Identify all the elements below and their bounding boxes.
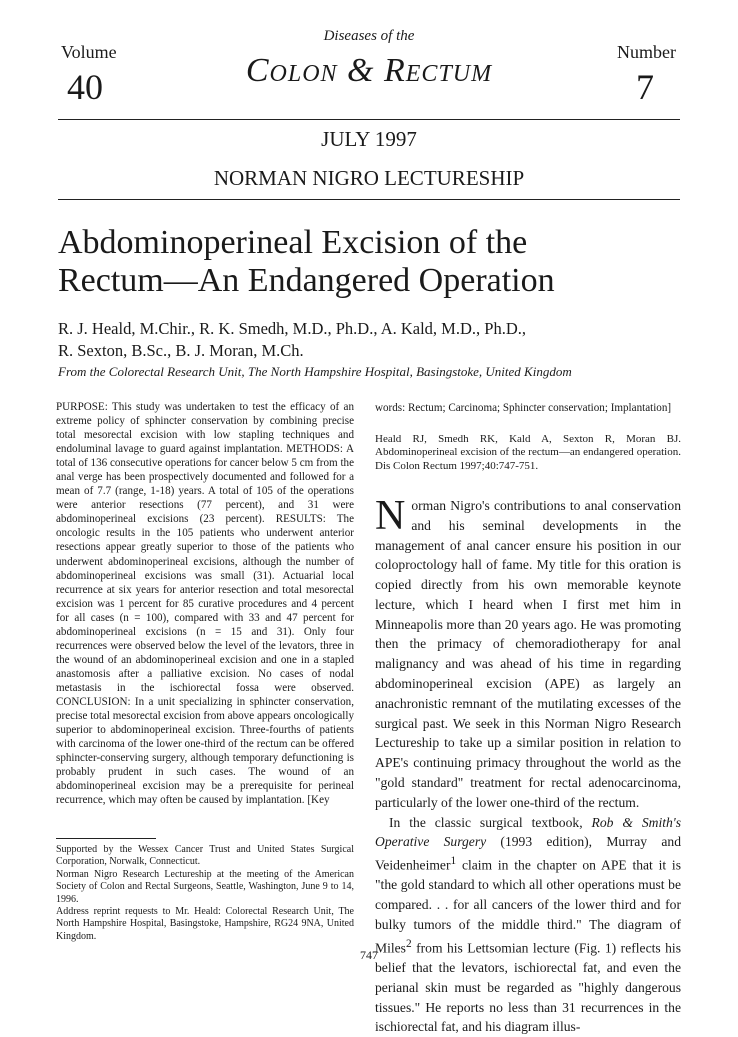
article-title-line-2: Rectum—An Endangered Operation (58, 262, 698, 300)
author-list (58, 318, 698, 362)
reference-1-link[interactable]: 1 (451, 855, 457, 867)
keywords-continuation: words: Rectum; Carcinoma; Sphincter conservation; Implantation] (375, 401, 681, 415)
citation: Heald RJ, Smedh RK, Kald A, Sexton R, Moran BJ. Abdominoperineal excision of the rectum—an endangered operation. Dis Colon Rectum 1997;40:747-751. (375, 433, 681, 473)
footnote-funding: Supported by the Wessex Cancer Trust and United States Surgical Corporation, Norwalk, Connecticut. (56, 844, 354, 869)
article-title-line-1: Abdominoperineal Excision of the (58, 224, 698, 262)
journal-name: Colon & Rectum (0, 52, 738, 90)
body-paragraph-2 (375, 813, 681, 1037)
header-rule-top (58, 119, 680, 120)
footnote-reprint-address: Address reprint requests to Mr. Heald: Colorectal Research Unit, The North Hampshire Hospital, Basingstoke, Hampshire, RG24 9NA, United Kingdom. (56, 906, 354, 943)
footnotes (56, 844, 354, 943)
article-title (58, 224, 698, 300)
body-paragraph-2-lead: In the classic surgical textbook, (389, 815, 592, 830)
header-rule-bottom (58, 199, 680, 200)
author-line-2: R. Sexton, B.Sc., B. J. Moran, M.Ch. (58, 340, 698, 362)
journal-name-prefix: Diseases of the (0, 28, 738, 45)
page-number: 747 (0, 948, 738, 963)
body-paragraph-2-part-c: from his Lettsomian lecture (Fig. 1) reflects his belief that the levators, ischiorectal fat, and even the perianal skin must be regarded as "highly dangerous tissues." He reports no less than 31 recurrences in the ischiorectal fat, and his diagram illus- (375, 940, 681, 1034)
issue-date: JULY 1997 (0, 127, 738, 152)
section-heading: NORMAN NIGRO LECTURESHIP (0, 166, 738, 191)
body-paragraph-2-part-b: claim in the chapter on APE that it is "the gold standard to which all other operations must be compared. . . for all cancers of the lower third and for bulky tumors of the middle third." The diagram of Miles (375, 858, 681, 956)
volume-label: Volume (61, 42, 117, 63)
issue-number-label: Number (617, 42, 676, 63)
body-paragraph-1-text: orman Nigro's contributions to anal conservation and his seminal developments in the management of anal cancer ensure his position in our coloproctology hall of fame. My title for this oration is copied directly from his own memorable keynote lecture, which I heard when I first met him in Minneapolis more than 20 years ago. He was promoting then the primacy of chemoradiotherapy for anal malignancy and was ahead of his time in regarding abdominoperineal excision (APE) as largely an anachronistic remnant of the mutilating excesses of the surgical past. We seek in this Norman Nigro Research Lectureship to take up a similar position in relation to APE's continuing primacy throughout the world as the "gold standard" treatment for rectal adenocarcinoma, particularly of the lower one-third of the rectum. (375, 498, 681, 810)
book-title: Rob & Smith's Operative Surgery (375, 815, 681, 850)
reference-2-link[interactable]: 2 (406, 938, 412, 950)
author-line-1: R. J. Heald, M.Chir., R. K. Smedh, M.D., Ph.D., A. Kald, M.D., Ph.D., (58, 318, 698, 340)
abstract-text: PURPOSE: This study was undertaken to test the efficacy of an extreme policy of sphincter conservation by combining precise total mesorectal excision with low stapling techniques and endoluminal lavage to guard against implantation. METHODS: A total of 136 consecutive operations for cancer below 5 cm from the anal verge has been prospectively documented and followed for a mean of 7.7 (range, 1-18) years. A total of 105 of the operations were anterior resections (77 percent), and 31 were abdominoperineal excisions (23 percent). RESULTS: The oncologic results in the 105 patients who underwent anterior resections appear greatly superior to those of the patients who underwent abdominoperineal excisions, although the number of abdominoperineal excisions was small (31). Actuarial local recurrence at six years for anterior resection and total mesorectal excision was 1 percent for 85 curative procedures and 4 percent for all cases (n = 100), compared with 33 and 47 percent for abdominoperineal excisions (n = 15 and 31). Only four recurrences were observed below the level of the levators, three in the wound of an abdominoperineal excision and one in a stapled anastomosis after a palliative excision. No cases of nodal metastasis in the ischiorectal fossa were observed. CONCLUSION: In a unit specializing in sphincter conservation, precise total mesorectal excision from above appears oncologically superior to abdominoperineal excision. Three-fourths of patients with carcinoma of the lower one-third of the rectum can be offered sphincter-conserving surgery, although temporary defunctioning is probably prudent in such cases. The wound of an abdominoperineal excision may be a prerequisite for perineal recurrence, which may often be caused by implantation. [Key (56, 400, 354, 807)
affiliation: From the Colorectal Research Unit, The North Hampshire Hospital, Basingstoke, United Kingdom (58, 364, 698, 380)
body-paragraph-2-part-a: (1993 edition), Murray and Veidenheimer (375, 834, 681, 872)
body-paragraph-1 (375, 496, 681, 813)
footnote-rule (56, 838, 156, 839)
issue-number: 7 (636, 66, 654, 108)
drop-cap: N (375, 498, 405, 534)
footnote-lectureship: Norman Nigro Research Lectureship at the meeting of the American Society of Colon and Rectal Surgeons, Seattle, Washington, June 9 to 14, 1996. (56, 869, 354, 906)
volume-number: 40 (67, 66, 103, 108)
